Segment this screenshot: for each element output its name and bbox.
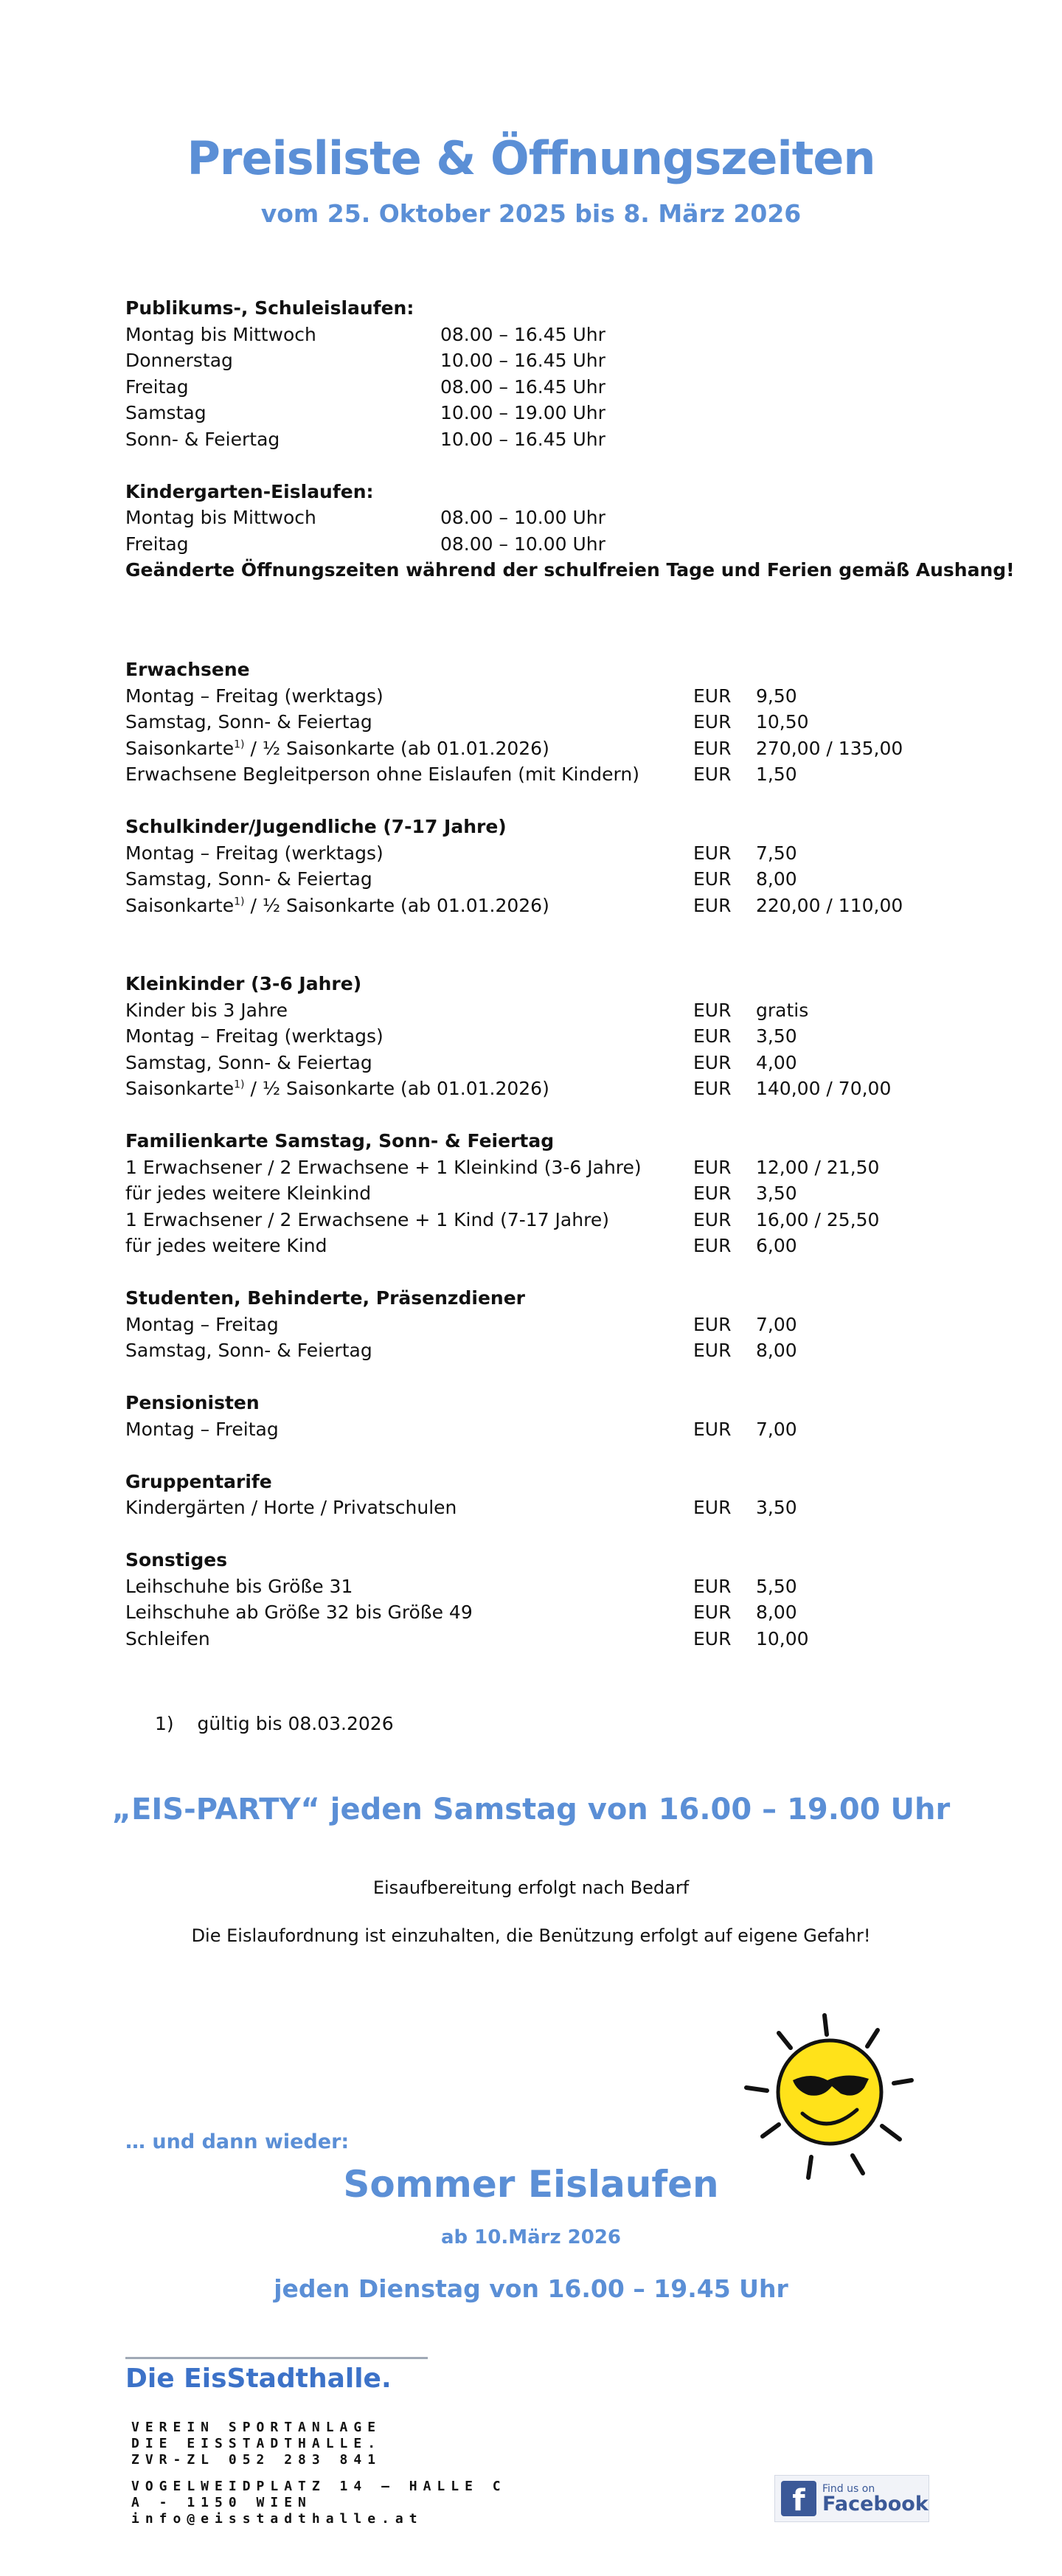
price-currency: EUR [693, 999, 732, 1021]
price-label [125, 1337, 372, 1364]
price-row [125, 1154, 966, 1181]
footnote-ref: 1) [234, 1078, 245, 1091]
spacer [125, 1364, 966, 1391]
price-label [125, 1023, 384, 1050]
price-value: 8,00 [756, 1340, 797, 1361]
price-section-heading: Erwachsene [125, 659, 250, 680]
hours-time: 08.00 – 10.00 Uhr [440, 507, 605, 528]
page-title: Preisliste & Öffnungszeiten [187, 131, 875, 185]
price-value: gratis [756, 999, 809, 1021]
summer-start-date: ab 10.März 2026 [440, 2226, 622, 2248]
price-currency: EUR [693, 1156, 732, 1178]
price-label-text: Montag – Freitag (werktags) [125, 685, 384, 707]
hours-row [125, 322, 966, 348]
price-currency: EUR [693, 1051, 732, 1073]
price-label [125, 1495, 457, 1521]
price-label [125, 709, 372, 735]
price-section-heading: Kleinkinder (3-6 Jahre) [125, 973, 362, 994]
price-label-text: Saisonkarte [125, 1078, 235, 1099]
price-label-text: Samstag, Sonn- & Feiertag [125, 868, 372, 890]
hours-day: Donnerstag [125, 350, 233, 371]
facebook-button[interactable] [774, 2475, 929, 2522]
price-label [125, 1573, 353, 1600]
price-value: 4,00 [756, 1051, 797, 1073]
price-label [125, 866, 372, 893]
hours-time: 08.00 – 16.45 Uhr [440, 323, 605, 345]
price-label [125, 1626, 210, 1652]
hours-time: 08.00 – 16.45 Uhr [440, 375, 605, 398]
price-row [125, 1337, 966, 1364]
price-currency: EUR [693, 1313, 732, 1335]
price-row [125, 1050, 966, 1076]
spacer [125, 1521, 966, 1548]
price-label-text: Kindergärten / Horte / Privatschulen [125, 1497, 457, 1518]
spacer [125, 945, 966, 972]
hours-section-heading: Kindergarten-Eislaufen: [125, 480, 374, 502]
price-label-suffix: / ½ Saisonkarte (ab 01.01.2026) [244, 894, 549, 916]
address-line: A - 1150 WIEN [131, 2495, 312, 2510]
spacer [125, 1442, 966, 1469]
spacer [125, 1102, 966, 1129]
price-label [125, 840, 384, 867]
price-value: 1,50 [756, 764, 797, 785]
hours-note: Geänderte Öffnungszeiten während der schulfreien Tage und Ferien gemäß Aushang! [125, 559, 1015, 581]
address-line: VEREIN SPORTANLAGE [131, 2420, 382, 2435]
hours-time: 10.00 – 16.45 Uhr [440, 428, 605, 450]
price-currency: EUR [693, 1183, 732, 1204]
price-label-text: Schleifen [125, 1627, 210, 1649]
price-currency: EUR [693, 1208, 732, 1230]
price-value: 270,00 / 135,00 [756, 737, 903, 759]
price-label-text: Leihschuhe bis Größe 31 [125, 1575, 353, 1597]
spacer [125, 918, 966, 945]
price-row [125, 1626, 966, 1652]
spacer [125, 452, 966, 479]
price-label [125, 1076, 549, 1102]
price-row [125, 683, 966, 710]
hours-day: Sonn- & Feiertag [125, 428, 280, 450]
footnote-text: gültig bis 08.03.2026 [197, 1713, 394, 1734]
price-label-suffix: / ½ Saisonkarte (ab 01.01.2026) [244, 737, 549, 759]
price-currency: EUR [693, 1602, 732, 1623]
price-label-text: 1 Erwachsener / 2 Erwachsene + 1 Kind (7-17 Jahre) [125, 1208, 609, 1230]
hours-section-heading: Publikums-, Schuleislaufen: [125, 297, 414, 319]
price-row [125, 1312, 966, 1338]
price-value: 8,00 [756, 1602, 797, 1623]
price-value: 5,50 [756, 1575, 797, 1597]
price-value: 12,00 / 21,50 [756, 1156, 880, 1178]
price-section-heading: Gruppentarife [125, 1470, 272, 1492]
price-value: 9,50 [756, 685, 797, 707]
price-currency: EUR [693, 842, 732, 864]
spacer [125, 1259, 966, 1286]
logo-name: Die EisStadthalle. [125, 2364, 392, 2394]
price-currency: EUR [693, 894, 732, 916]
hours-time: 10.00 – 19.00 Uhr [440, 402, 605, 423]
price-row [125, 1207, 966, 1233]
price-value: 220,00 / 110,00 [756, 894, 903, 916]
price-row [125, 1233, 966, 1259]
price-label-text: für jedes weitere Kind [125, 1235, 327, 1256]
price-row [125, 1416, 966, 1443]
eis-party-banner: „EIS-PARTY“ jeden Samstag von 16.00 – 19.00 Uhr [111, 1793, 951, 1827]
price-label-text: Saisonkarte [125, 894, 235, 916]
hours-day: Samstag [125, 402, 206, 423]
price-label-text: Saisonkarte [125, 737, 235, 759]
address-block-1 [131, 2420, 381, 2468]
price-value: 140,00 / 70,00 [756, 1078, 892, 1099]
price-value: 7,50 [756, 842, 797, 864]
price-value: 6,00 [756, 1235, 797, 1256]
price-label-text: Erwachsene Begleitperson ohne Eislaufen (mit Kindern) [125, 764, 639, 785]
opening-hours [125, 295, 966, 557]
price-label-text: Samstag, Sonn- & Feiertag [125, 1340, 372, 1361]
spacer [125, 788, 966, 814]
price-label-suffix: / ½ Saisonkarte (ab 01.01.2026) [244, 1078, 549, 1099]
price-row [125, 1180, 966, 1207]
price-label [125, 997, 288, 1024]
price-label [125, 1599, 473, 1626]
price-label-text: Montag – Freitag (werktags) [125, 1025, 384, 1047]
price-section-heading: Schulkinder/Jugendliche (7-17 Jahre) [125, 816, 507, 837]
price-label-text: Samstag, Sonn- & Feiertag [125, 1051, 372, 1073]
price-label-text: für jedes weitere Kleinkind [125, 1183, 372, 1204]
price-currency: EUR [693, 1497, 732, 1518]
price-currency: EUR [693, 1418, 732, 1440]
logo-divider [125, 2357, 428, 2359]
hours-row [125, 400, 966, 426]
price-value: 3,50 [756, 1497, 797, 1518]
price-value: 3,50 [756, 1183, 797, 1204]
price-row [125, 735, 966, 762]
price-currency: EUR [693, 1025, 732, 1047]
hours-day: Freitag [125, 533, 189, 555]
hours-day: Freitag [125, 375, 189, 398]
price-label [125, 1233, 327, 1259]
price-label [125, 893, 549, 919]
summer-schedule: jeden Dienstag von 16.00 – 19.45 Uhr [274, 2274, 788, 2303]
price-row [125, 1599, 966, 1626]
price-row [125, 866, 966, 893]
footnote [155, 1713, 394, 1734]
price-value: 8,00 [756, 868, 797, 890]
price-row [125, 893, 966, 919]
price-label-text: Leihschuhe ab Größe 32 bis Größe 49 [125, 1602, 473, 1623]
price-label [125, 761, 639, 788]
hours-row [125, 374, 966, 401]
price-label-text: Montag – Freitag (werktags) [125, 842, 384, 864]
price-currency: EUR [693, 1575, 732, 1597]
price-currency: EUR [693, 1078, 732, 1099]
price-label [125, 1312, 279, 1338]
price-label [125, 1050, 372, 1076]
facebook-small-label: Find us on [822, 2482, 875, 2495]
price-currency: EUR [693, 764, 732, 785]
price-label-text: Kinder bis 3 Jahre [125, 999, 288, 1021]
summer-intro: … und dann wieder: [125, 2130, 350, 2153]
price-row [125, 997, 966, 1024]
summer-title: Sommer Eislaufen [343, 2163, 719, 2206]
price-label [125, 1207, 609, 1233]
price-currency: EUR [693, 1340, 732, 1361]
price-value: 7,00 [756, 1313, 797, 1335]
hours-row [125, 531, 966, 558]
price-label [125, 1180, 371, 1207]
price-label-text: Samstag, Sonn- & Feiertag [125, 711, 372, 733]
hours-time: 08.00 – 10.00 Uhr [440, 533, 605, 555]
price-currency: EUR [693, 685, 732, 707]
price-list [125, 657, 966, 1652]
email-link[interactable]: info@eisstadthalle.at [131, 2511, 423, 2527]
address-block-2 [131, 2479, 507, 2527]
hours-day: Montag bis Mittwoch [125, 507, 316, 528]
price-currency: EUR [693, 1627, 732, 1649]
hours-row [125, 426, 966, 453]
address-line: VOGELWEIDPLATZ 14 – HALLE C [131, 2479, 507, 2494]
price-section-heading: Studenten, Behinderte, Präsenzdiener [125, 1287, 525, 1309]
price-label-text: 1 Erwachsener / 2 Erwachsene + 1 Kleinkind (3-6 Jahre) [125, 1156, 642, 1178]
price-currency: EUR [693, 868, 732, 890]
price-row [125, 761, 966, 788]
price-label [125, 1416, 279, 1443]
page-subtitle: vom 25. Oktober 2025 bis 8. März 2026 [260, 199, 802, 228]
price-section-heading: Sonstiges [125, 1549, 228, 1571]
eisstadthalle-logo [125, 2357, 428, 2394]
price-row [125, 1495, 966, 1521]
price-row [125, 1076, 966, 1102]
address-line: ZVR-ZL 052 283 841 [131, 2452, 382, 2468]
price-row [125, 709, 966, 735]
price-label [125, 735, 549, 762]
facebook-icon: f [781, 2481, 816, 2516]
price-value: 10,00 [756, 1627, 809, 1649]
price-label [125, 683, 384, 710]
price-value: 10,50 [756, 711, 809, 733]
footnote-ref: 1) [234, 738, 245, 751]
info-ice-preparation: Eisaufbereitung erfolgt nach Bedarf [372, 1877, 690, 1898]
price-section-heading: Pensionisten [125, 1392, 260, 1413]
price-label [125, 1154, 642, 1181]
hours-row [125, 347, 966, 374]
hours-time: 10.00 – 16.45 Uhr [440, 350, 605, 371]
price-value: 7,00 [756, 1418, 797, 1440]
facebook-label: Facebook [822, 2492, 929, 2516]
price-label-text: Montag – Freitag [125, 1313, 279, 1335]
footnote-ref: 1) [234, 896, 245, 908]
price-value: 3,50 [756, 1025, 797, 1047]
price-value: 16,00 / 25,50 [756, 1208, 880, 1230]
info-rules: Die Eislaufordnung ist einzuhalten, die Benützung erfolgt auf eigene Gefahr! [191, 1925, 871, 1946]
price-row [125, 840, 966, 867]
price-currency: EUR [693, 737, 732, 759]
price-label-text: Montag – Freitag [125, 1418, 279, 1440]
address-line: DIE EISSTADTHALLE. [131, 2436, 382, 2451]
footnote-marker: 1) [155, 1713, 174, 1734]
hours-day: Montag bis Mittwoch [125, 323, 316, 345]
price-row [125, 1573, 966, 1600]
price-row [125, 1023, 966, 1050]
price-currency: EUR [693, 1235, 732, 1256]
price-currency: EUR [693, 711, 732, 733]
price-section-heading: Familienkarte Samstag, Sonn- & Feiertag [125, 1130, 555, 1152]
hours-row [125, 505, 966, 531]
